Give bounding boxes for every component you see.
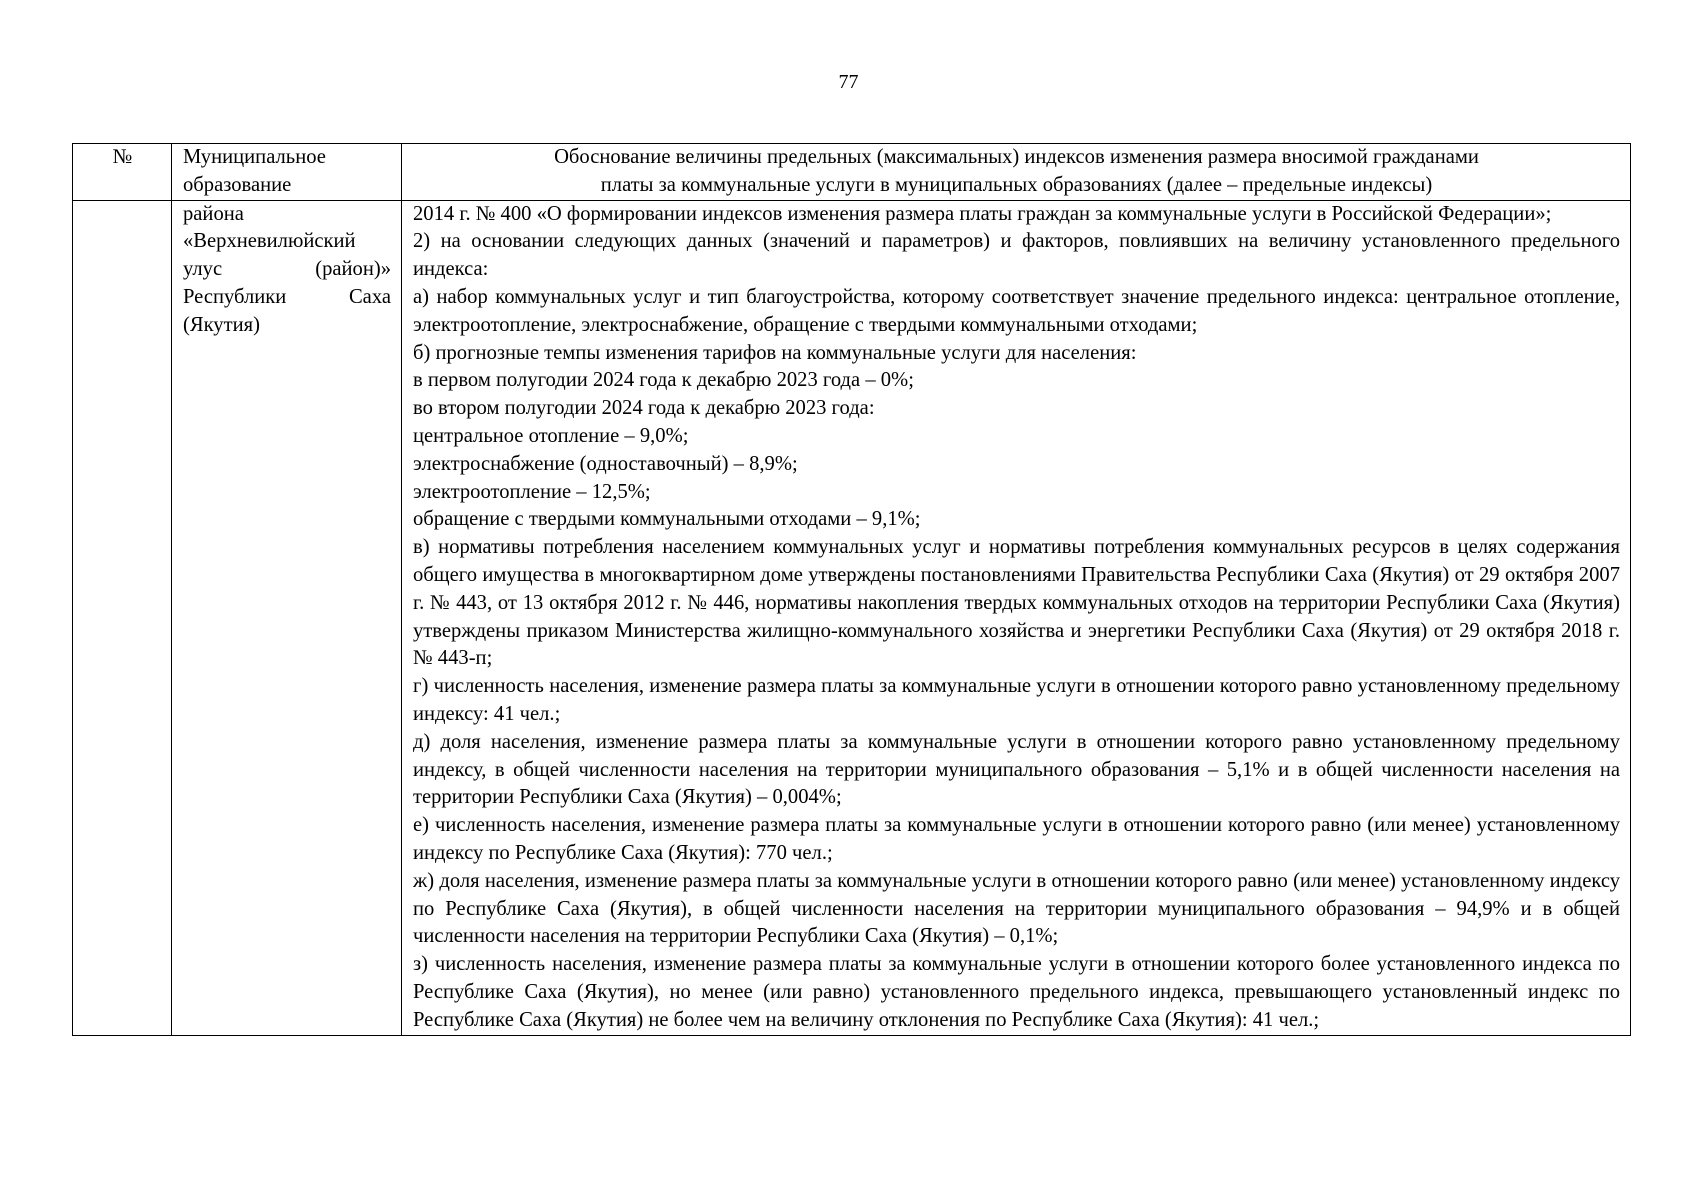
table-header-row [73,144,1631,201]
municipality-cell [172,200,402,1035]
header-justification [402,144,1631,201]
indices-table [72,143,1631,1036]
page-number: 77 [838,71,859,93]
municipality-line: Республики Саха [183,285,391,308]
justification-paragraph: д) доля населения, изменение размера платы за коммунальные услуги в отношении которого равно установленному предельному индексу, в общей численности населения на территории муниципального образования – 5,1% и в общей численности населения на территории Республики Саха (Якутия) – 0,004%; [413,730,1620,809]
justification-paragraph: в первом полугодии 2024 года к декабрю 2023 года – 0%; [413,369,914,392]
justification-paragraph: в) нормативы потребления населением коммунальных услуг и нормативы потребления коммунальных ресурсов в целях содержания общего имущества в многоквартирном доме утверждены постановлениями Правительства Республики Саха (Якутия) от 29 октября 2007 г. № 443, от 13 октября 2012 г. № 446, нормативы накопления твердых коммунальных отходов на территории Республики Саха (Якутия) утверждены приказом Министерства жилищно-коммунального хозяйства и энергетики Республики Саха (Якутия) от 29 октября 2018 г. № 443-п; [413,536,1620,670]
municipality-line: «Верхневилюйский [183,230,356,253]
justification-paragraph: во втором полугодии 2024 года к декабрю 2023 года: [413,397,875,420]
justification-paragraph: электроотопление – 12,5%; [413,480,651,503]
municipality-line: улус (район)» [183,258,391,281]
row-number-cell [73,200,172,1035]
municipality-line: района [183,202,244,225]
justification-paragraph: а) набор коммунальных услуг и тип благоустройства, которому соответствует значение предельного индекса: центральное отопление, электроотопление, электроснабжение, обращение с твердыми коммунальными отходами; [413,285,1620,336]
table-row [73,200,1631,1035]
justification-cell [402,200,1631,1035]
justification-paragraph: ж) доля населения, изменение размера платы за коммунальные услуги в отношении которого равно (или менее) установленному индексу по Республике Саха (Якутия), в общей численности населения на территории муниципального образования – 94,9% и в общей численности населения на территории Республики Саха (Якутия) – 0,1%; [413,869,1620,948]
justification-paragraph: обращение с твердыми коммунальными отходами – 9,1%; [413,508,921,531]
header-number: № [73,144,172,201]
justification-paragraph: 2014 г. № 400 «О формировании индексов изменения размера платы граждан за коммунальные услуги в Российской Федерации»; [413,202,1552,225]
justification-paragraph: е) численность населения, изменение размера платы за коммунальные услуги в отношении которого равно (или менее) установленному индексу по Республике Саха (Якутия): 770 чел.; [413,814,1620,864]
justification-paragraph: центральное отопление – 9,0%; [413,424,689,447]
header-justification-line-2: платы за коммунальные услуги в муниципальных образованиях (далее – предельные индексы) [600,173,1433,196]
municipality-line: (Якутия) [183,313,260,336]
header-justification-line-1: Обоснование величины предельных (максимальных) индексов изменения размера вносимой гражданами [554,146,1479,168]
justification-paragraph: 2) на основании следующих данных (значений и параметров) и факторов, повлиявших на величину установленного предельного индекса: [413,230,1620,281]
justification-paragraph: з) численность населения, изменение размера платы за коммунальные услуги в отношении которого более установленного индекса по Республике Саха (Якутия), но менее (или равно) установленного предельного индекса, превышающего установленный индекс по Республике Саха (Якутия) не более чем на величину отклонения по Республике Саха (Якутия): 41 чел.; [413,953,1620,1031]
justification-paragraph: г) численность населения, изменение размера платы за коммунальные услуги в отношении которого равно установленному предельному индексу: 41 чел.; [413,675,1620,725]
justification-paragraph: электроснабжение (одноставочный) – 8,9%; [413,452,798,475]
header-municipality: Муниципальное образование [172,144,402,201]
justification-paragraph: б) прогнозные темпы изменения тарифов на коммунальные услуги для населения: [413,341,1137,364]
